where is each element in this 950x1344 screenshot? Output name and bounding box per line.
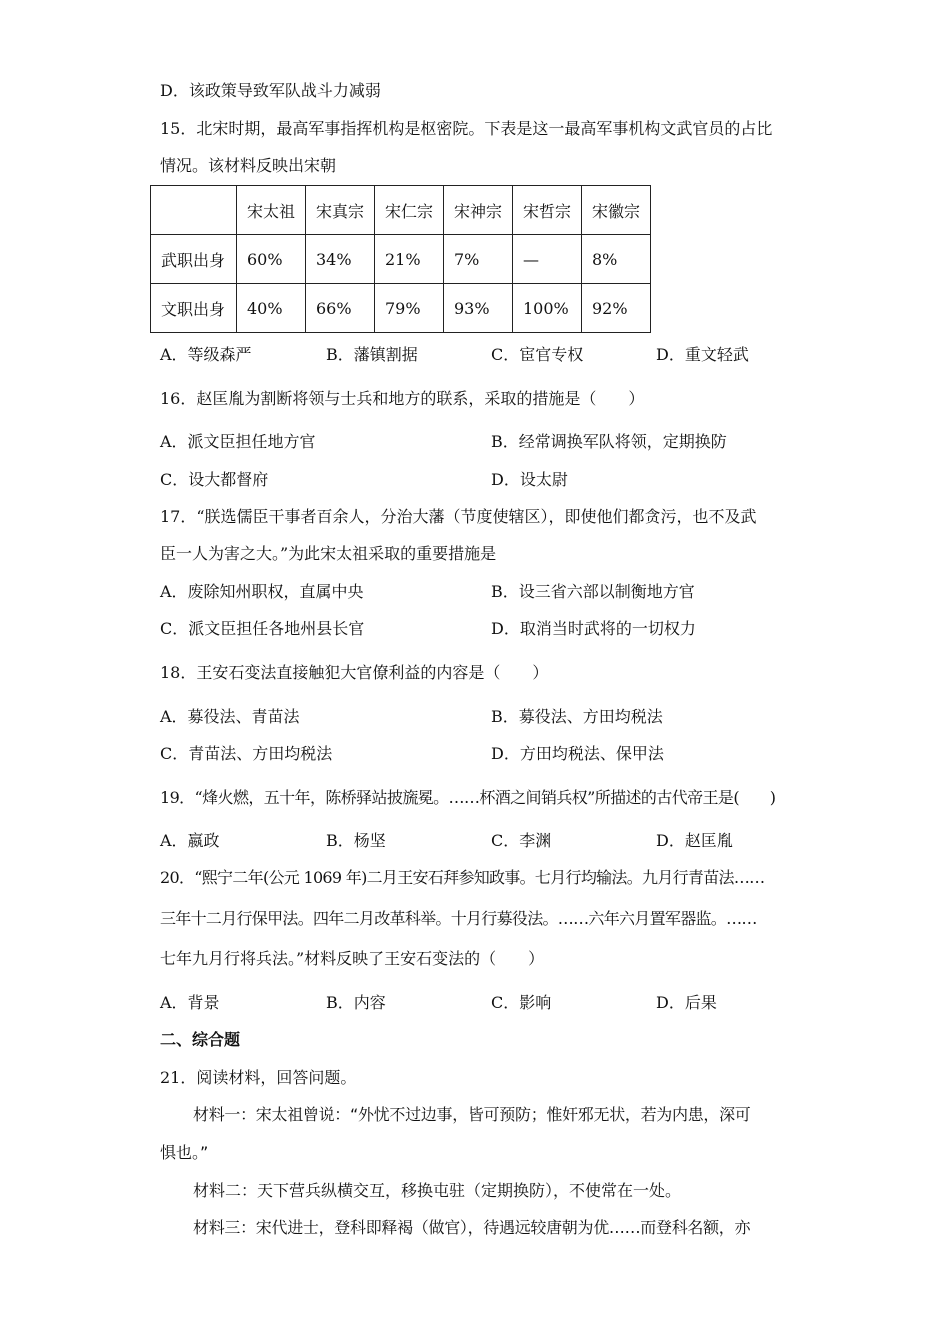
table-header-row (151, 186, 651, 235)
q14-option-d: D．该政策导致军队战斗力减弱 (160, 81, 381, 100)
q15-option-a: A．等级森严 (160, 345, 252, 364)
q20-option-b: B．内容 (326, 993, 386, 1012)
table-header-cell: 宋真宗 (306, 186, 375, 235)
q17-option-b: B．设三省六部以制衡地方官 (491, 582, 695, 601)
q21-stem: 21．阅读材料，回答问题。 (160, 1068, 357, 1087)
table-header-cell: 宋徽宗 (582, 186, 651, 235)
table-row-label: 武职出身 (151, 235, 237, 284)
q19-option-d: D．赵匡胤 (656, 831, 733, 850)
q21-material2: 材料二：天下营兵纵横交互，移换屯驻（定期换防），不使常在一处。 (193, 1181, 682, 1200)
q19-option-b: B．杨坚 (326, 831, 386, 850)
table-header-cell: 宋仁宗 (375, 186, 444, 235)
q16-stem: 16．赵匡胤为割断将领与士兵和地方的联系，采取的措施是（ ） (160, 389, 645, 408)
q15-stem-line2: 情况。该材料反映出宋朝 (160, 156, 337, 175)
table-cell: 66% (306, 284, 375, 333)
table-row (151, 284, 651, 333)
table-header-cell: 宋神宗 (444, 186, 513, 235)
q18-option-d: D．方田均税法、保甲法 (491, 744, 664, 763)
q20-stem-line2: 三年十二月行保甲法。四年二月改革科举。十月行募役法。……六年六月置军器监。…… (160, 909, 757, 928)
q18-option-a: A．募役法、青苗法 (160, 707, 300, 726)
q18-stem: 18．王安石变法直接触犯大官僚利益的内容是（ ） (160, 663, 549, 682)
q18-option-c: C．青苗法、方田均税法 (160, 744, 333, 763)
q19-option-c: C．李渊 (491, 831, 552, 850)
q19-stem: 19．“烽火燃，五十年，陈桥驿站披旒冕。……杯酒之间销兵权”所描述的古代帝王是( ) (160, 788, 776, 807)
q18-option-b: B．募役法、方田均税法 (491, 707, 663, 726)
q21-material1-line2: 惧也。” (160, 1143, 209, 1162)
table-cell: 100% (513, 284, 582, 333)
table-cell: 60% (237, 235, 306, 284)
q20-stem-line3: 七年九月行将兵法。”材料反映了王安石变法的（ ） (160, 949, 545, 968)
q15-option-c: C．宦官专权 (491, 345, 584, 364)
q20-option-d: D．后果 (656, 993, 717, 1012)
table-cell (151, 186, 237, 235)
q15-stem-line1: 15．北宋时期，最高军事指挥机构是枢密院。下表是这一最高军事机构文武官员的占比 (160, 119, 773, 138)
table-cell: 34% (306, 235, 375, 284)
table-cell: 93% (444, 284, 513, 333)
table-row-label: 文职出身 (151, 284, 237, 333)
q20-option-c: C．影响 (491, 993, 552, 1012)
q19-option-a: A．嬴政 (160, 831, 220, 850)
table-cell: — (513, 235, 582, 284)
table-row (151, 235, 651, 284)
table-header-cell: 宋太祖 (237, 186, 306, 235)
q15-option-d: D．重文轻武 (656, 345, 749, 364)
q16-option-c: C．设大都督府 (160, 470, 269, 489)
section-heading: 二、综合题 (160, 1030, 241, 1049)
q16-option-b: B．经常调换军队将领，定期换防 (491, 432, 727, 451)
q21-material1-line1: 材料一：宋太祖曾说：“外忧不过边事，皆可预防；惟奸邪无状，若为内患，深可 (193, 1105, 751, 1124)
q20-option-a: A．背景 (160, 993, 220, 1012)
q17-option-c: C．派文臣担任各地州县长官 (160, 619, 365, 638)
q16-option-a: A．派文臣担任地方官 (160, 432, 316, 451)
table-cell: 92% (582, 284, 651, 333)
q20-stem-line1: 20．“熙宁二年(公元 1069 年)二月王安石拜参知政事。七月行均输法。九月行青苗法…… (160, 868, 765, 887)
q21-material3: 材料三：宋代进士，登科即释褐（做官），待遇远较唐朝为优……而登科名额，亦 (193, 1218, 751, 1237)
q16-option-d: D．设太尉 (491, 470, 568, 489)
table-cell: 8% (582, 235, 651, 284)
table-cell: 7% (444, 235, 513, 284)
q17-option-a: A．废除知州职权，直属中央 (160, 582, 364, 601)
q15-option-b: B．藩镇割据 (326, 345, 418, 364)
q15-table (150, 185, 651, 333)
q17-stem-line1: 17．“朕选儒臣干事者百余人，分治大藩（节度使辖区），即使他们都贪污，也不及武 (160, 507, 757, 526)
table-header-cell: 宋哲宗 (513, 186, 582, 235)
table-cell: 40% (237, 284, 306, 333)
q17-option-d: D．取消当时武将的一切权力 (491, 619, 696, 638)
table-cell: 79% (375, 284, 444, 333)
table-cell: 21% (375, 235, 444, 284)
q17-stem-line2: 臣一人为害之大。”为此宋太祖采取的重要措施是 (160, 544, 497, 563)
